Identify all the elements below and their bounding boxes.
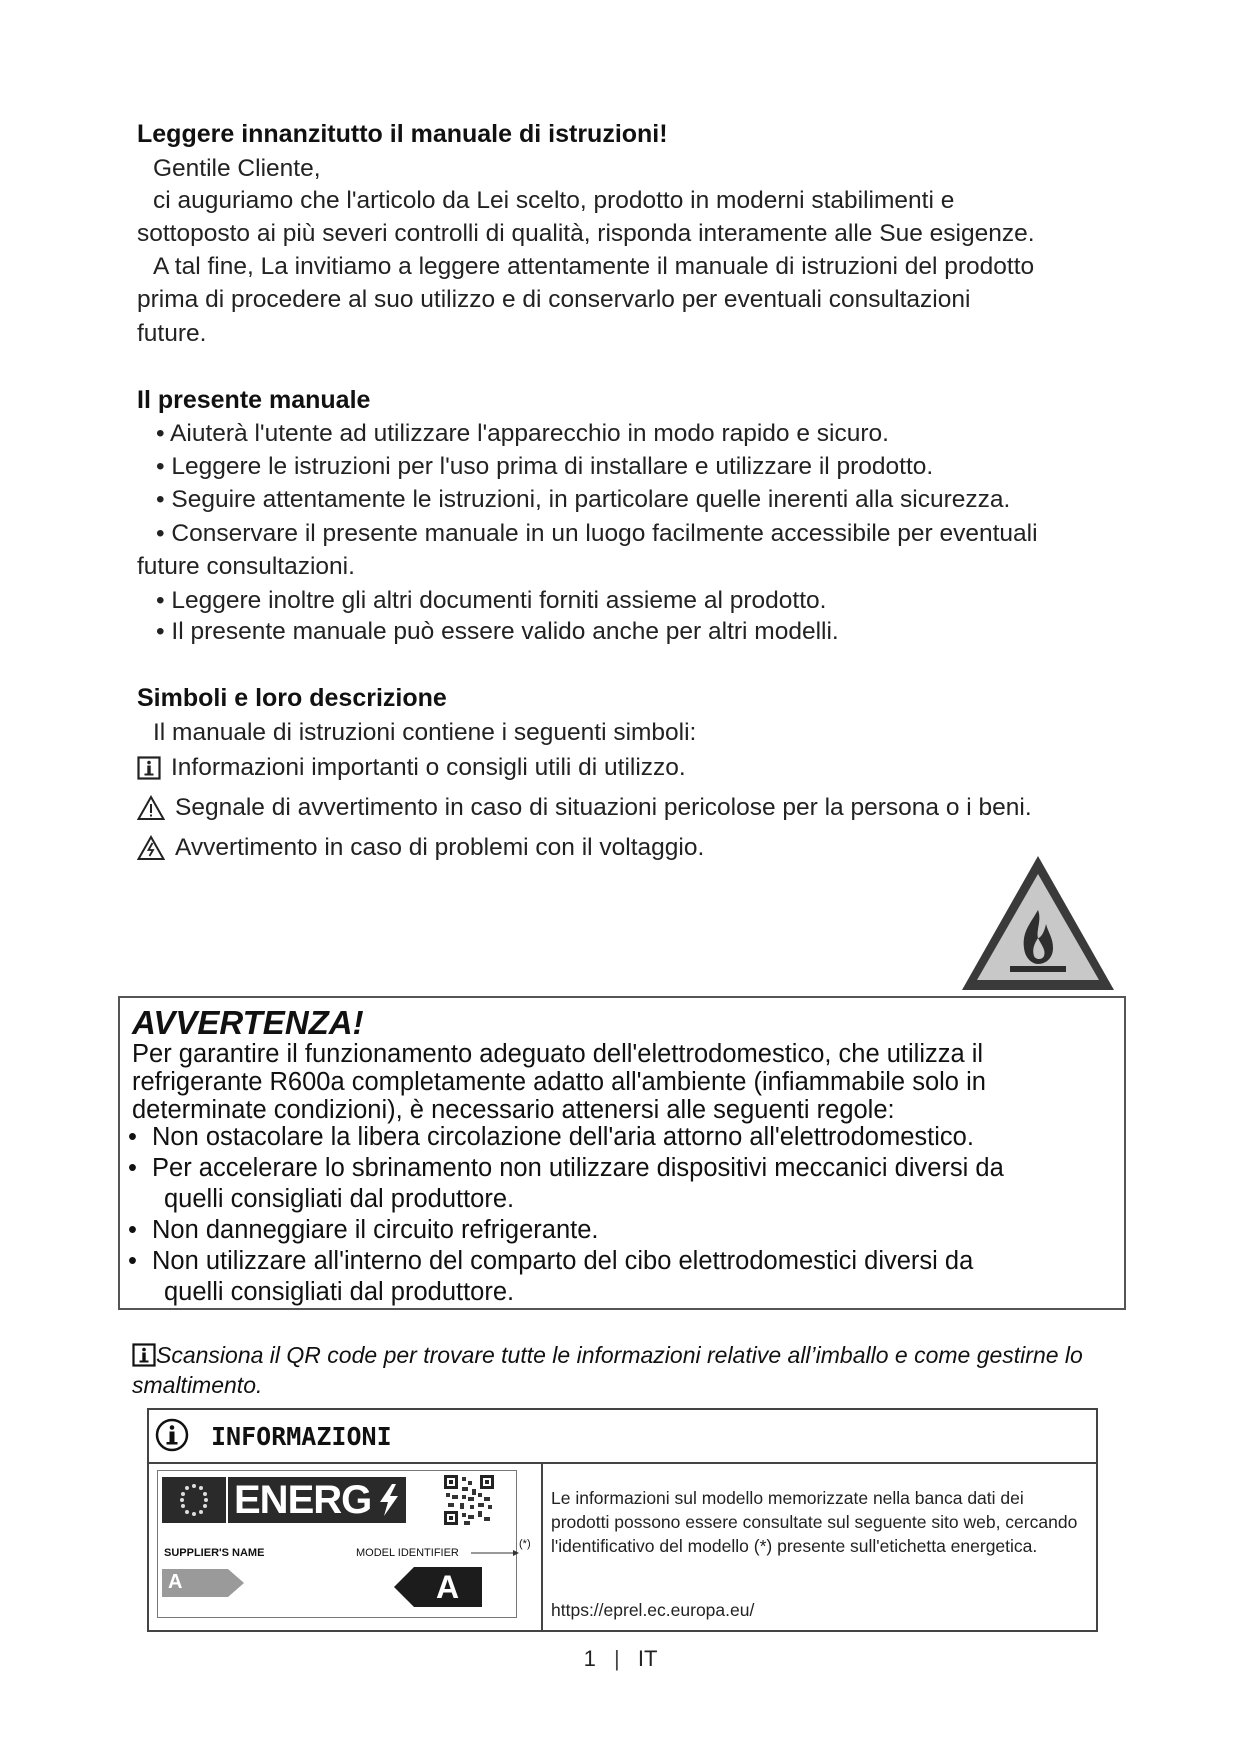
- energy-label: [157, 1470, 517, 1618]
- energy-word: ENERG: [228, 1477, 406, 1523]
- asterisk-label: (*): [519, 1538, 531, 1550]
- warning-title: AVVERTENZA!: [132, 1004, 364, 1041]
- manual-item: • Leggere inoltre gli altri documenti forniti assieme al prodotto.: [156, 587, 827, 614]
- intro-line: Gentile Cliente,: [153, 155, 321, 182]
- eprel-link[interactable]: https://eprel.ec.europa.eu/: [551, 1600, 755, 1620]
- symbols-heading: Simboli e loro descrizione: [137, 684, 447, 712]
- info-circle-icon: [155, 1418, 189, 1452]
- voltage-warning-icon: [137, 835, 165, 861]
- symbol-description: Segnale di avvertimento in caso di situazioni pericolose per la persona o i beni.: [175, 794, 1032, 821]
- symbols-intro: Il manuale di istruzioni contiene i seguenti simboli:: [153, 719, 697, 746]
- lightning-icon: [378, 1484, 400, 1521]
- manual-item: • Aiuterà l'utente ad utilizzare l'apparecchio in modo rapido e sicuro.: [156, 420, 889, 447]
- language-code: IT: [637, 1646, 658, 1671]
- manual-heading: Il presente manuale: [137, 386, 371, 414]
- list-item: • Non utilizzare all'interno del comparto del cibo elettrodomestici diversi da quelli consigliati dal produttore.: [128, 1247, 974, 1306]
- manual-item: • Conservare il presente manuale in un luogo facilmente accessibile per eventuali: [156, 520, 1038, 547]
- symbol-description: Informazioni importanti o consigli utili di utilizzo.: [171, 754, 686, 781]
- intro-line: ci auguriamo che l'articolo da Lei scelto, prodotto in moderni stabilimenti e: [153, 187, 955, 214]
- eu-flag-icon: [162, 1477, 226, 1523]
- intro-line: A tal fine, La invitiamo a leggere attentamente il manuale di istruzioni del prodotto: [153, 253, 1035, 280]
- manual-item-continued: future consultazioni.: [137, 553, 355, 580]
- intro-line: future.: [137, 320, 207, 347]
- page-footer: 1 | IT: [583, 1646, 658, 1671]
- symbol-row-voltage: [137, 834, 704, 862]
- class-arrow-big: A: [394, 1567, 482, 1607]
- manual-item: • Leggere le istruzioni per l'uso prima di installare e utilizzare il prodotto.: [156, 453, 934, 480]
- list-item: • Non ostacolare la libera circolazione dell'aria attorno all'elettrodomestico.: [128, 1123, 974, 1151]
- page-number: 1: [583, 1646, 596, 1671]
- info-text: Le informazioni sul modello memorizzate nella banca dati dei prodotti possono essere consultate sul seguente sito web, cercando l'identificativo del modello (*) presente sull'etichetta energetica.: [551, 1488, 1078, 1556]
- list-item: • Non danneggiare il circuito refrigerante.: [128, 1216, 599, 1244]
- symbol-row-info: [137, 754, 686, 782]
- manual-item: • Seguire attentamente le istruzioni, in particolare quelle inerenti alla sicurezza.: [156, 486, 1011, 513]
- warning-list: [120, 1122, 1120, 1308]
- qr-note: Scansiona il QR code per trovare tutte le informazioni relative all’imballo e come gestirne lo smaltimento.: [132, 1342, 1083, 1398]
- qr-code-icon: [444, 1475, 494, 1525]
- list-item: • Per accelerare lo sbrinamento non utilizzare dispositivi meccanici diversi da quelli consigliati dal produttore.: [128, 1154, 1004, 1213]
- intro-line: prima di procedere al suo utilizzo e di conservarlo per eventuali consultazioni: [137, 286, 971, 313]
- info-box: [147, 1408, 1098, 1632]
- warning-paragraph: Per garantire il funzionamento adeguato dell'elettrodomestico, che utilizza il refrigerante R600a completamente adatto all'ambiente (infiammabile solo in determinate condizioni), è necessario attenersi alle seguenti regole:: [132, 1040, 986, 1124]
- warning-triangle-icon: [137, 795, 165, 821]
- flammable-icon: [958, 852, 1118, 994]
- supplier-label: SUPPLIER'S NAME: [164, 1547, 265, 1559]
- intro-line: sottoposto ai più severi controlli di qualità, risponda interamente alle Sue esigenze.: [137, 220, 1035, 247]
- info-title: INFORMAZIONI: [211, 1422, 392, 1451]
- intro-heading: Leggere innanzitutto il manuale di istruzioni!: [137, 120, 668, 148]
- info-header: [149, 1410, 1096, 1464]
- model-label: MODEL IDENTIFIER: [356, 1547, 459, 1559]
- energy-label-panel: [149, 1462, 543, 1630]
- pointer-arrow: [471, 1544, 519, 1552]
- info-icon: [132, 1343, 156, 1367]
- warning-box: [118, 996, 1126, 1310]
- symbol-row-warning: [137, 794, 1032, 822]
- class-arrow-small: A: [162, 1569, 244, 1597]
- info-icon: [137, 756, 161, 780]
- symbol-description: Avvertimento in caso di problemi con il voltaggio.: [175, 834, 705, 861]
- manual-item: • Il presente manuale può essere valido anche per altri modelli.: [156, 618, 839, 645]
